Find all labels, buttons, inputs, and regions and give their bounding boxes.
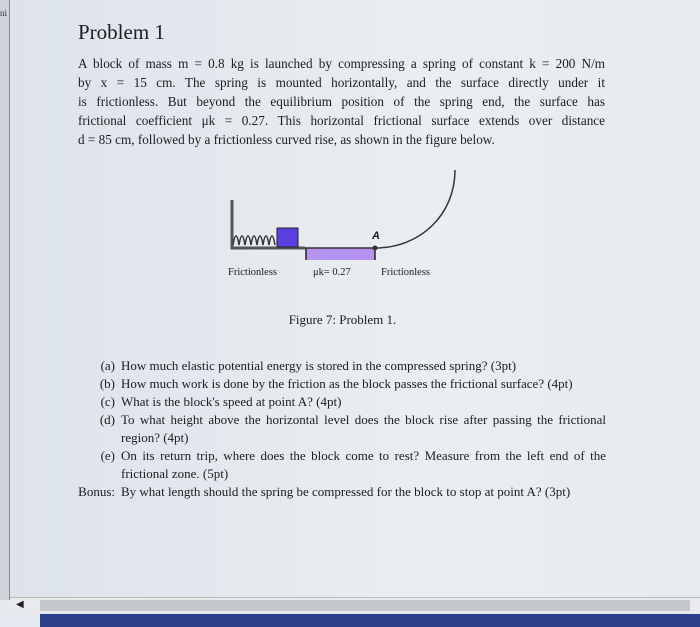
question-text: What is the block's speed at point A? (4pt) <box>121 394 342 409</box>
question-b <box>60 375 606 393</box>
question-label: (c) <box>100 394 115 409</box>
frictionless-right-label: Frictionless <box>381 267 430 278</box>
problem-title: Problem 1 <box>78 20 165 44</box>
question-c <box>60 393 606 411</box>
spring-block-diagram <box>200 160 480 260</box>
question-text: How much work is done by the friction as the block passes the frictional surface? (4pt) <box>121 376 573 391</box>
question-text: On its return trip, where does the block come to rest? Measure from the left end of the frictional zone. (5pt) <box>121 448 606 481</box>
question-label: (e) <box>100 448 115 463</box>
problem-statement <box>78 54 605 149</box>
friction-coefficient-label: μk= 0.27 <box>313 267 351 278</box>
question-a <box>60 357 606 375</box>
statement-line: d = 85 cm, followed by a frictionless curved rise, as shown in the figure below. <box>78 132 495 147</box>
question-label: (b) <box>99 376 115 391</box>
curved-rise <box>375 170 455 248</box>
question-text: How much elastic potential energy is stored in the compressed spring? (3pt) <box>121 358 517 373</box>
statement-line: A block of mass m = 0.8 kg is launched by compressing a spring of constant k = 200 N/m <box>78 56 605 71</box>
question-text: To what height above the horizontal level does the block rise after passing the frictional region? (4pt) <box>121 412 606 445</box>
question-bonus <box>60 483 606 501</box>
spring-icon <box>233 236 275 245</box>
question-list <box>60 357 606 501</box>
question-e <box>60 447 606 483</box>
left-window-edge <box>0 0 10 600</box>
scroll-left-arrow-icon[interactable]: ◀ <box>16 599 24 610</box>
question-label: (d) <box>99 412 115 427</box>
statement-line: is frictionless. But beyond the equilibrium position of the spring end, the surface has <box>78 94 605 109</box>
edge-text: ni <box>0 8 8 18</box>
problem-figure <box>200 160 480 278</box>
frictionless-left-label: Frictionless <box>228 267 277 278</box>
friction-zone <box>306 248 375 260</box>
question-label: (a) <box>100 358 115 373</box>
taskbar-strip <box>40 614 700 627</box>
horizontal-scrollbar[interactable] <box>10 597 700 613</box>
statement-line: frictional coefficient μk = 0.27. This horizontal frictional surface extends over distance <box>78 113 605 128</box>
scrollbar-thumb[interactable] <box>40 600 690 611</box>
point-a-marker <box>373 246 378 251</box>
point-a-label: A <box>372 230 380 242</box>
question-d <box>60 411 606 447</box>
question-text: By what length should the spring be compressed for the block to stop at point A? (3pt) <box>121 484 571 499</box>
statement-line: by x = 15 cm. The spring is mounted horizontally, and the surface directly under it <box>78 75 605 90</box>
figure-caption: Figure 7: Problem 1. <box>288 312 397 327</box>
block <box>277 228 298 247</box>
question-label: Bonus: <box>78 484 115 499</box>
